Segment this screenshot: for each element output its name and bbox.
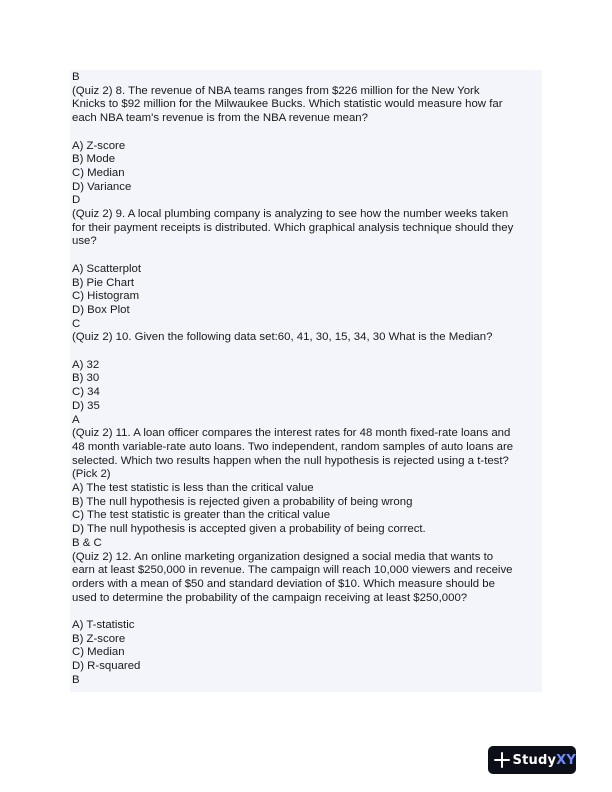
text-line: each NBA team's revenue is from the NBA revenue mean? (72, 112, 368, 125)
text-line: earn at least $250,000 in revenue. The campaign will reach 10,000 viewers and receive (72, 564, 513, 577)
text-line: B) Mode (72, 153, 116, 166)
text-line: B) Pie Chart (72, 276, 135, 289)
document-text-block (70, 70, 542, 692)
text-line: A) The test statistic is less than the critical value (72, 482, 314, 495)
text-line: C) The test statistic is greater than the critical value (72, 509, 331, 522)
text-line: D) Variance (72, 180, 132, 193)
text-line: B) The null hypothesis is rejected given a probability of being wrong (72, 495, 413, 508)
logo-brand: Study (512, 752, 557, 768)
text-line: B & C (72, 536, 102, 549)
text-line: C (72, 317, 81, 330)
logo-brand-accent: XY (556, 752, 576, 768)
text-line: A) T-statistic (72, 619, 135, 632)
text-line: (Quiz 2) 12. An online marketing organization designed a social media that wants to (72, 550, 494, 563)
text-line: C) Histogram (72, 290, 140, 303)
studyxy-logo (488, 746, 576, 774)
text-line: B (72, 673, 80, 686)
text-line: A) Z-score (72, 139, 126, 152)
text-line: use? (72, 235, 97, 248)
text-line: D) Box Plot (72, 303, 130, 316)
text-line: for their payment receipts is distributed. Which graphical analysis technique should they (72, 221, 514, 234)
text-line: C) 34 (72, 386, 100, 399)
text-line: C) Median (72, 646, 125, 659)
logo-text (513, 753, 576, 768)
text-line: orders with a mean of $50 and standard deviation of $10. Which measure should be (72, 577, 495, 590)
text-line: Knicks to $92 million for the Milwaukee Bucks. Which statistic would measure how far (72, 98, 503, 111)
text-line: D) R-squared (72, 660, 141, 673)
text-line: (Pick 2) (72, 468, 111, 481)
text-line: B) 30 (72, 372, 100, 385)
text-line: selected. Which two results happen when the null hypothesis is rejected using a t-test? (72, 454, 509, 467)
text-line: C) Median (72, 166, 125, 179)
text-line: A) 32 (72, 358, 100, 371)
text-line: A (72, 413, 80, 426)
text-line: (Quiz 2) 11. A loan officer compares the interest rates for 48 month fixed-rate loans and (72, 427, 511, 440)
text-line: B (72, 71, 80, 83)
text-line: B) Z-score (72, 632, 126, 645)
text-line: used to determine the probability of the campaign receiving at least $250,000? (72, 591, 468, 604)
text-line: A) Scatterplot (72, 262, 142, 275)
plus-icon (494, 752, 508, 768)
text-line: 48 month variable-rate auto loans. Two independent, random samples of auto loans are (72, 440, 514, 453)
blank-line (72, 126, 539, 140)
blank-line (72, 249, 539, 263)
text-line: (Quiz 2) 9. A local plumbing company is analyzing to see how the number weeks taken (72, 208, 509, 221)
text-line: D) 35 (72, 399, 100, 412)
blank-line (72, 345, 539, 359)
blank-line (72, 605, 539, 619)
text-line: (Quiz 2) 8. The revenue of NBA teams ranges from $226 million for the New York (72, 84, 480, 97)
text-line: (Quiz 2) 10. Given the following data set:60, 41, 30, 15, 34, 30 What is the Median? (72, 331, 493, 344)
text-line: D (72, 194, 81, 207)
text-line: D) The null hypothesis is accepted given a probability of being correct. (72, 523, 426, 536)
